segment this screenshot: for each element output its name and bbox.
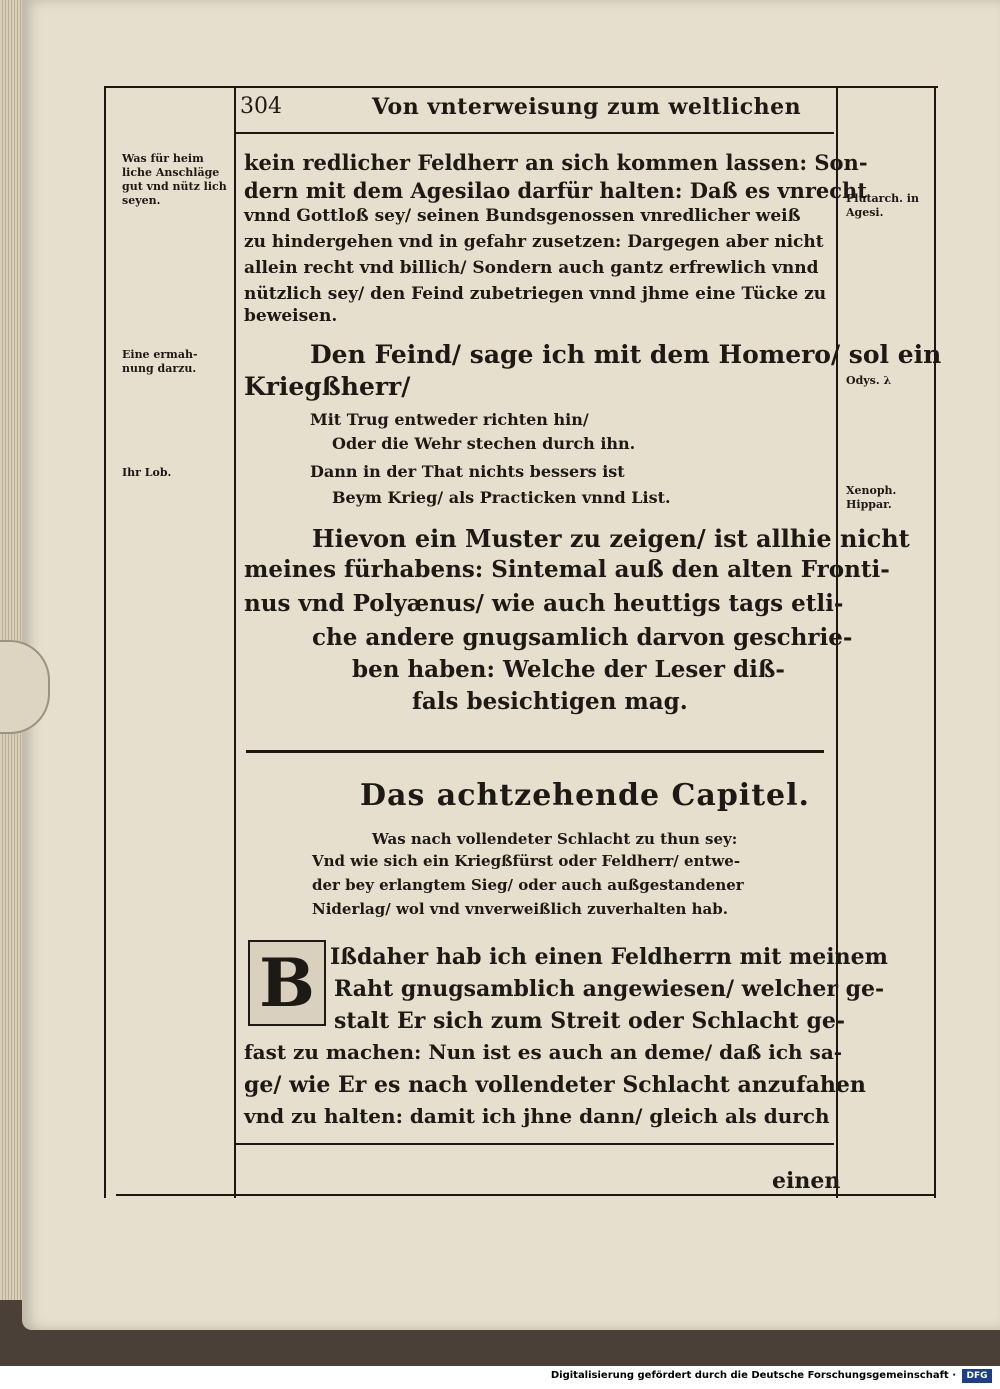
body-line: beweisen. [244,306,338,326]
body-line: vnnd Gottloß sey/ seinen Bundsgenossen vnredlicher weiß [244,206,801,226]
chapter-title: Das achtzehende Capitel. [360,778,810,813]
closing-line: meines fürhabens: Sintemal auß den alten Fronti- [244,556,890,583]
running-head: Von vnterweisung zum weltlichen [372,94,802,120]
verse-line: Beym Krieg/ als Practicken vnnd List. [332,488,671,507]
page-number: 304 [240,94,282,119]
head-underline [234,132,834,134]
chapter-text-line: vnd zu halten: damit ich jhne dann/ gleich als durch [244,1104,830,1128]
chapter-summary-line: Was nach vollendeter Schlacht zu thun sey: [372,830,738,848]
chapter-summary-line: Niderlag/ wol vnd vnverweißlich zuverhalten hab. [312,900,728,918]
body-line: dern mit dem Agesilao darfür halten: Daß es vnrecht [244,178,868,203]
chapter-summary-line: der bey erlangtem Sieg/ oder auch außgestandener [312,876,744,894]
margin-note-left: Ihr Lob. [122,466,172,479]
catchword: einen [772,1168,841,1194]
chapter-text-line: stalt Er sich zum Streit oder Schlacht ge- [334,1008,845,1034]
frame-right-outer-rule [934,86,936,1198]
chapter-text-line: Raht gnugsamblich angewiesen/ welcher ge- [334,976,885,1002]
margin-note-left: Eine ermah- nung darzu. [122,348,198,375]
body-line: kein redlicher Feldherr an sich kommen lassen: Son- [244,150,868,175]
margin-note-right: Plutarch. in Agesi. [846,192,919,219]
homer-line: Den Feind/ sage ich mit dem Homero/ sol ein [310,340,942,369]
body-line: allein recht vnd billich/ Sondern auch gantz erfrewlich vnnd [244,258,819,278]
frame-left-outer-rule [104,86,106,1198]
page-bottom-rule [116,1194,936,1196]
verse-line: Dann in der That nichts bessers ist [310,462,625,481]
margin-note-right: Xenoph. Hippar. [846,484,897,511]
body-line: nützlich sey/ den Feind zubetriegen vnnd jhme eine Tücke zu [244,284,827,304]
verse-line: Mit Trug entweder richten hin/ [310,410,589,429]
chapter-text-line: ge/ wie Er es nach vollendeter Schlacht anzufahen [244,1072,866,1098]
chapter-text-line: fast zu machen: Nun ist es auch an deme/ daß ich sa- [244,1040,843,1064]
verse-line: Oder die Wehr stechen durch ihn. [332,434,636,453]
margin-note-right: Odys. λ [846,374,892,387]
chapter-summary-line: Vnd wie sich ein Kriegßfürst oder Feldherr/ entwe- [312,852,741,870]
closing-line: che andere gnugsamlich darvon geschrie- [312,624,853,651]
decorated-initial: B [248,940,326,1026]
text-bottom-rule [234,1143,834,1145]
closing-line: fals besichtigen mag. [412,688,688,715]
homer-line: Kriegßherr/ [244,372,411,401]
frame-top-rule [104,86,938,88]
closing-line: ben haben: Welche der Leser diß- [352,656,785,683]
closing-line: nus vnd Polyænus/ wie auch heuttigs tags etli- [244,590,844,617]
chapter-separator [246,750,824,753]
funding-credit: Digitalisierung gefördert durch die Deutsche Forschungsgemeinschaft · [550,1370,956,1381]
body-line: zu hindergehen vnd in gefahr zusetzen: Dargegen aber nicht [244,232,824,252]
chapter-text-line: Ißdaher hab ich einen Feldherrn mit meinem [330,944,888,970]
margin-note-left: Was für heim liche Anschläge gut vnd nütz lich seyen. [122,152,227,207]
dfg-logo: DFG [962,1369,992,1383]
frame-left-inner-rule [234,86,236,1198]
closing-line: Hievon ein Muster zu zeigen/ ist allhie nicht [312,524,910,553]
